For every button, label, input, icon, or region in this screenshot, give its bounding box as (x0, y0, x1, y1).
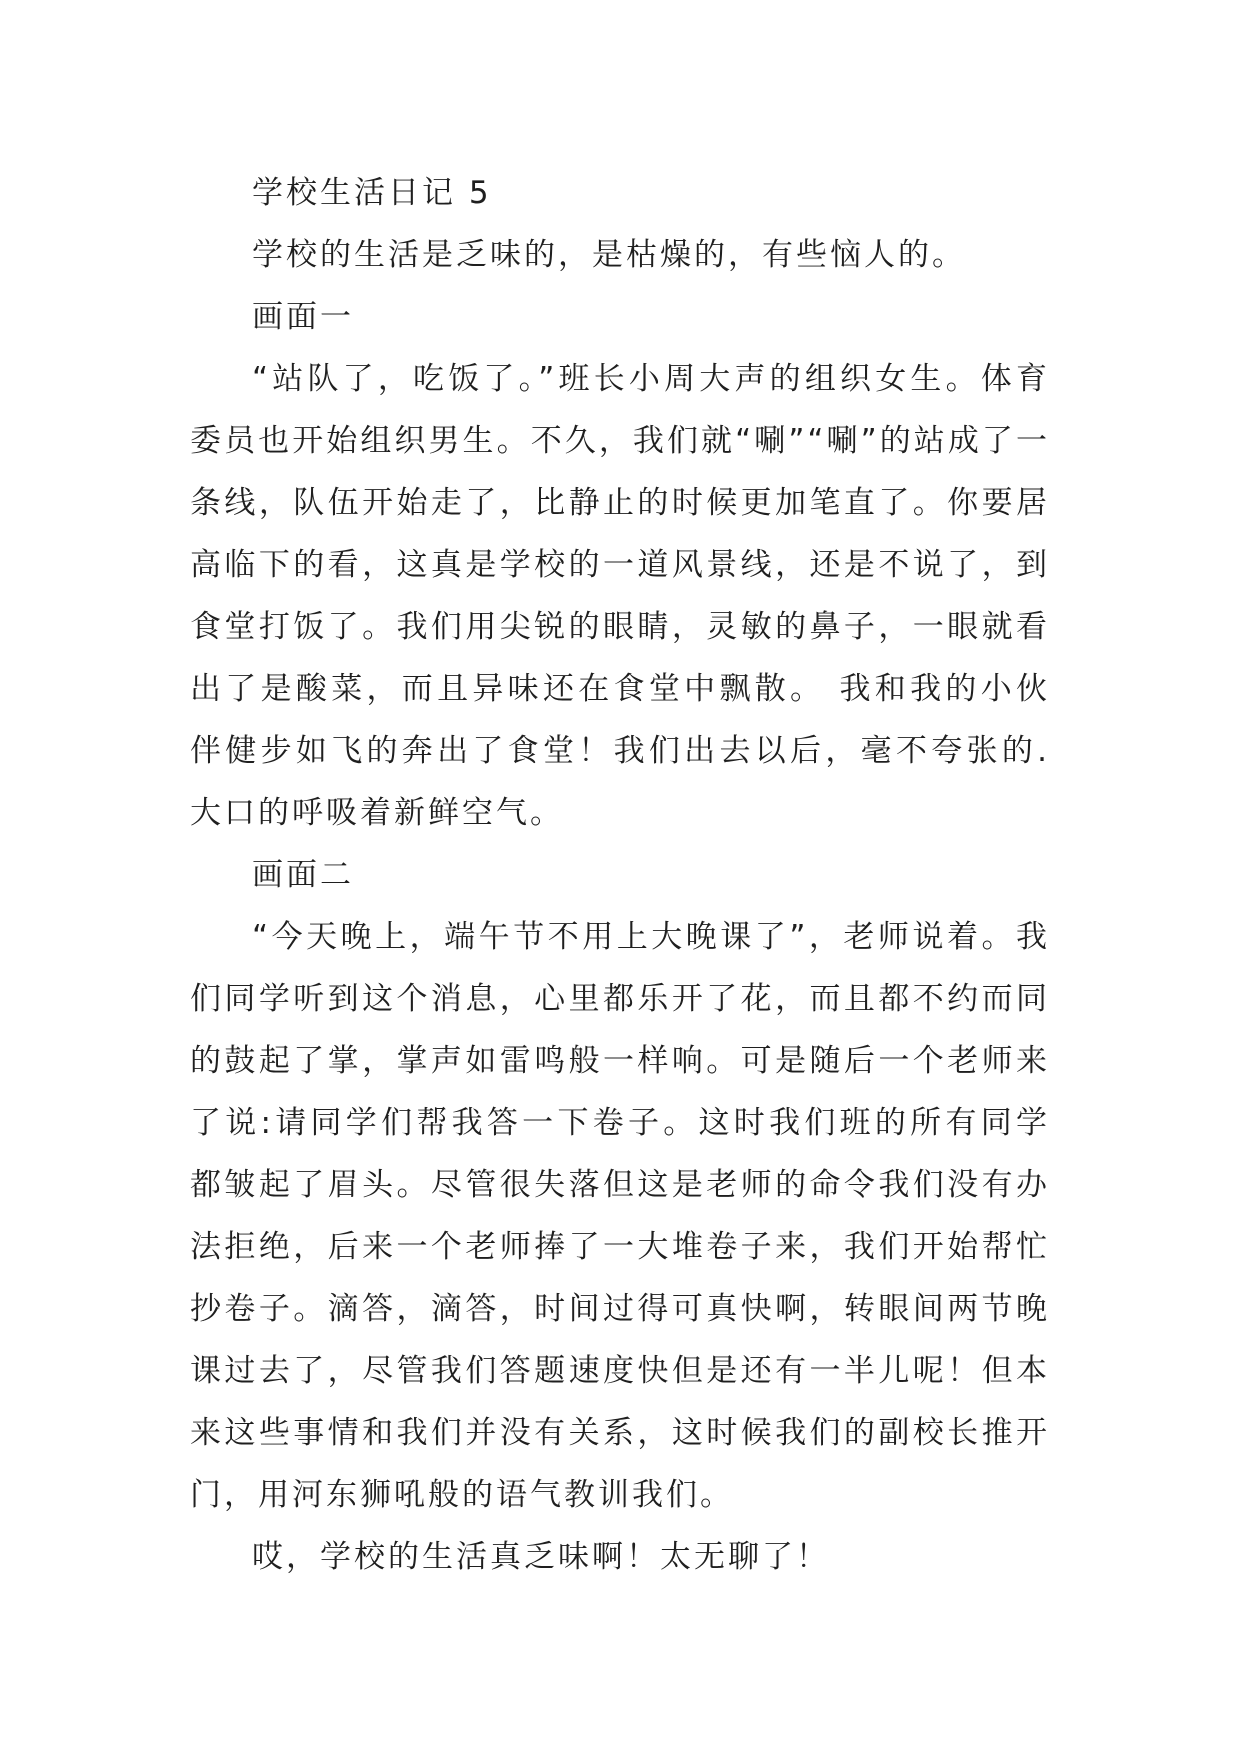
paragraph-conclusion: 哎，学校的生活真乏味啊！太无聊了！ (252, 1539, 830, 1575)
paragraph-scene-one: “站队了，吃饭了。”班长小周大声的组织女生。体育委员也开始组织男生。不久，我们就“唰”“唰”的站成了一条线，队伍开始走了，比静止的时候更加笔直了。你要居高临下的看，这真是学校的一道风景线，还是不说了，到食堂打饭了。我们用尖锐的眼睛，灵敏的鼻子，一眼就看出了是酸菜，而且异味还在食堂中飘散。 我和我的小伙伴健步如飞的奔出了食堂！我们出去以后，毫不夸张的.大口的呼吸着新鲜空气。 (190, 361, 1050, 831)
document-title: 学校生活日记 5 (252, 175, 492, 211)
document-body (190, 162, 1050, 1588)
paragraph-scene-two: “今天晚上，端午节不用上大晚课了”，老师说着。我们同学听到这个消息，心里都乐开了花，而且都不约而同的鼓起了掌，掌声如雷鸣般一样响。可是随后一个老师来了说:请同学们帮我答一下卷子。这时我们班的所有同学都皱起了眉头。尽管很失落但这是老师的命令我们没有办法拒绝，后来一个老师捧了一大堆卷子来，我们开始帮忙抄卷子。滴答，滴答，时间过得可真快啊，转眼间两节晚课过去了，尽管我们答题速度快但是还有一半儿呢！但本来这些事情和我们并没有关系，这时候我们的副校长推开门，用河东狮吼般的语气教训我们。 (190, 919, 1050, 1513)
section-heading-scene-two: 画面二 (252, 857, 354, 893)
paragraph-intro: 学校的生活是乏味的，是枯燥的，有些恼人的。 (252, 237, 966, 273)
section-heading-scene-one: 画面一 (252, 299, 354, 335)
